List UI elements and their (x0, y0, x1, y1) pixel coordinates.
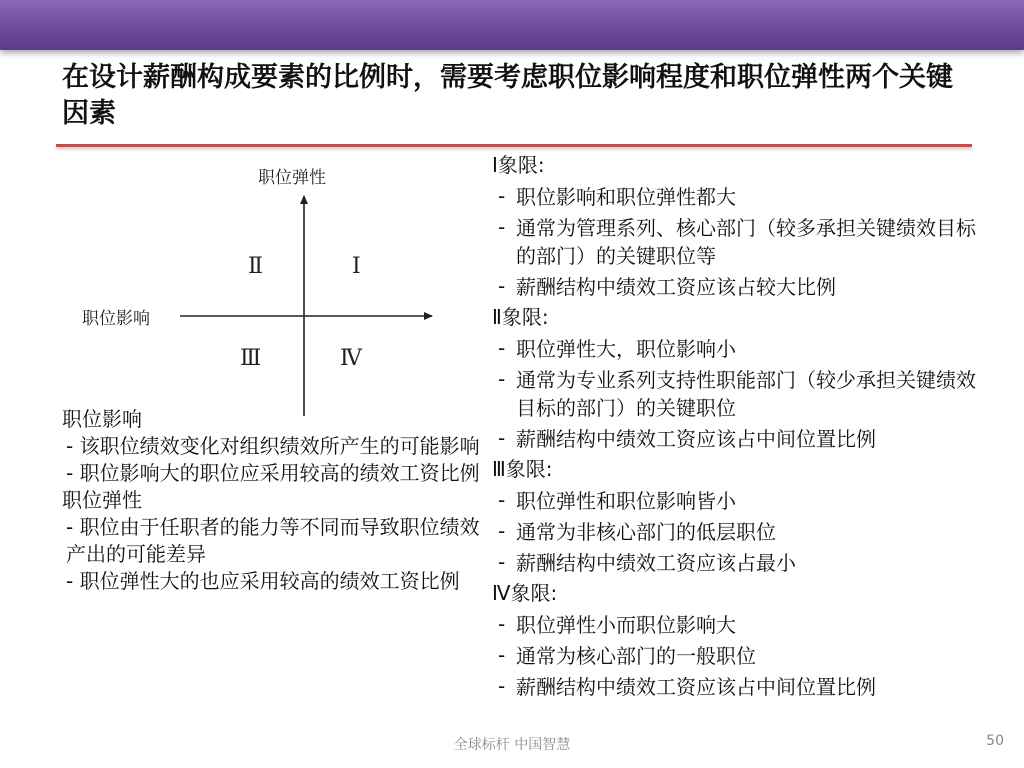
list-item: - 职位弹性和职位影响皆小 (498, 488, 736, 513)
x-axis-label: 职位影响 (82, 309, 150, 329)
list-item: - 通常为管理系列、核心部门（较多承担关键绩效目标的部门）的关键职位等 (498, 215, 976, 268)
quadrant-4-label: Ⅳ (340, 346, 362, 371)
definition-point: - 职位由于任职者的能力等不同而导致职位绩效产出的可能差异 (66, 515, 480, 566)
quadrant-heading: Ⅲ象限: (492, 457, 553, 481)
page-number: 50 (986, 733, 1004, 749)
definition-term: 职位影响 (62, 407, 142, 431)
y-axis-label: 职位弹性 (258, 168, 326, 188)
quadrant-1-label: Ⅰ (352, 254, 361, 279)
quadrant-heading: Ⅱ象限: (492, 305, 549, 329)
definition-point: - 职位影响大的职位应采用较高的绩效工资比例 (66, 461, 480, 485)
list-item: - 职位弹性小而职位影响大 (498, 612, 736, 637)
quadrant-3-label: Ⅲ (240, 346, 262, 371)
quadrant-1-notes (492, 150, 982, 302)
quadrant-4-notes (492, 578, 982, 702)
definition-term: 职位弹性 (62, 488, 142, 512)
list-item: - 通常为专业系列支持性职能部门（较少承担关键绩效目标的部门）的关键职位 (498, 367, 976, 420)
quadrant-2-label: Ⅱ (248, 254, 263, 279)
quadrant-heading: Ⅰ象限: (492, 153, 545, 177)
list-item: - 薪酬结构中绩效工资应该占中间位置比例 (498, 426, 876, 451)
quadrant-2-notes (492, 302, 982, 454)
footer-slogan: 全球标杆 中国智慧 (453, 737, 571, 753)
quadrant-3-notes (492, 454, 982, 578)
list-item: - 通常为核心部门的一般职位 (498, 643, 756, 668)
definition-point: - 职位弹性大的也应采用较高的绩效工资比例 (66, 569, 460, 593)
slide-title: 在设计薪酬构成要素的比例时，需要考虑职位影响程度和职位弹性两个关键因素 (62, 62, 953, 129)
list-item: - 薪酬结构中绩效工资应该占最小 (498, 550, 796, 575)
quadrant-notes (492, 150, 982, 702)
list-item: - 职位弹性大，职位影响小 (498, 336, 736, 361)
quadrant-heading: Ⅳ象限: (492, 581, 558, 605)
definition-point: - 该职位绩效变化对组织绩效所产生的可能影响 (66, 434, 480, 458)
list-item: - 职位影响和职位弹性都大 (498, 184, 736, 209)
list-item: - 通常为非核心部门的低层职位 (498, 519, 776, 544)
list-item: - 薪酬结构中绩效工资应该占中间位置比例 (498, 674, 876, 699)
list-item: - 薪酬结构中绩效工资应该占较大比例 (498, 274, 836, 299)
definitions-block (62, 406, 482, 595)
